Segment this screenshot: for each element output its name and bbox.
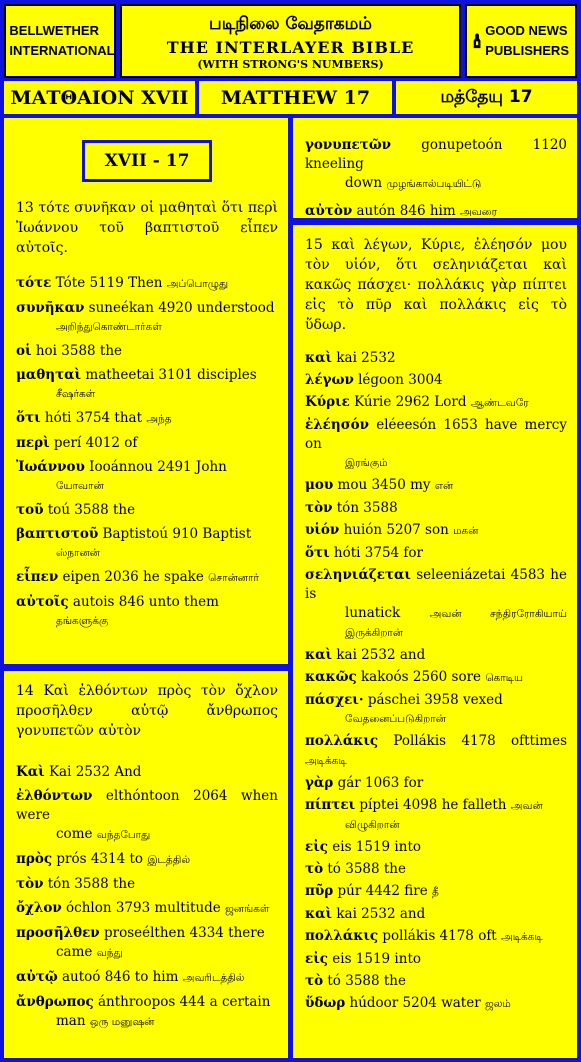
tamil-gloss: அடிக்கடி [501, 931, 543, 943]
greek-word: τὸν [305, 500, 333, 516]
greek-word: πολλάκις [305, 733, 379, 749]
word-gloss: Iooánnou 2491 John [84, 459, 227, 475]
greek-word: οἱ [16, 343, 32, 359]
word-gloss: seleeniázetai 4583 he is [305, 567, 567, 602]
word-gloss: ánthroopos 444 a certain [93, 994, 271, 1010]
word-entry [16, 342, 278, 361]
word-gloss: gár 1063 for [333, 775, 424, 791]
word-entry [305, 972, 567, 991]
greek-word: ὅτι [16, 410, 41, 426]
word-entry [305, 796, 567, 835]
greek-word: πῦρ [305, 883, 334, 899]
word-entry [305, 476, 567, 496]
gloss-continuation: came வந்து [56, 944, 123, 960]
good-news-emblem-icon [473, 20, 481, 62]
tamil-gloss: அவரை [459, 206, 498, 218]
verse-14-word-list [16, 763, 278, 1032]
page-subtitle: (WITH STRONG'S NUMBERS) [197, 58, 384, 71]
word-entry [16, 763, 278, 782]
word-entry [16, 924, 278, 963]
greek-word: καὶ [305, 647, 333, 663]
verse-15-word-list [305, 349, 567, 1014]
word-gloss: mou 3450 my [333, 477, 435, 493]
greek-word: πρὸς [16, 851, 53, 867]
word-entry [305, 416, 567, 473]
word-entry [305, 521, 567, 541]
gloss-continuation: man ஒரு மனுஷன் [56, 1013, 155, 1029]
good-news-logo [465, 4, 577, 78]
bellwether-logo [4, 4, 116, 78]
word-entry [16, 787, 278, 845]
word-entry [16, 875, 278, 894]
word-entry [16, 274, 278, 294]
word-gloss: tón 3588 [332, 500, 398, 516]
word-entry [16, 993, 278, 1032]
word-gloss: húdoor 5204 water [345, 995, 485, 1011]
gloss-continuation: இரங்கும் [345, 457, 388, 469]
word-gloss: kakoós 2560 sore [356, 669, 486, 685]
greek-word: ἄνθρωπος [16, 994, 94, 1010]
word-entry [305, 860, 567, 879]
word-entry [305, 882, 567, 902]
greek-word: καὶ [305, 906, 333, 922]
greek-word: εἰς [305, 951, 328, 967]
word-gloss: óchlon 3793 multitude [61, 900, 226, 916]
word-gloss: Baptistoú 910 Baptist [98, 526, 252, 542]
word-gloss: eléeesón 1653 have mercy on [305, 417, 567, 452]
gloss-continuation: தங்களுக்கு [56, 615, 109, 627]
word-entry [305, 499, 567, 518]
word-gloss: pollákis 4178 oft [378, 928, 502, 944]
word-gloss: hóti 3754 for [329, 545, 423, 561]
good-news-logo-text: GOOD NEWS PUBLISHERS [485, 23, 569, 58]
greek-word: Κύριε [305, 394, 350, 410]
tamil-gloss: அவன் [510, 800, 543, 812]
greek-word: τὸ [305, 861, 324, 877]
tamil-title: படிநிலை வேதாகமம் [209, 14, 372, 34]
greek-word: ὕδωρ [305, 995, 346, 1011]
word-gloss: matheetai 3101 disciples [81, 367, 257, 383]
word-gloss: toú 3588 the [43, 502, 136, 518]
verse-15-text: 15 καὶ λέγων, Κύριε, ἐλέησόν μου τὸν υἱόν, ὅτι σεληνιάζεται καὶ κακῶς πάσχει· πολλάκις γὰρ πίπτει εἰς τὸ πῦρ καὶ πολλάκις εἰς τὸ ὕδωρ. [305, 237, 567, 333]
tamil-gloss: இடத்தில் [147, 854, 191, 866]
word-gloss: autois 846 unto them [68, 594, 219, 610]
word-entry [305, 202, 567, 222]
word-entry [305, 774, 567, 793]
word-entry [16, 593, 278, 631]
verse-13-word-list [16, 274, 278, 631]
word-gloss: tón 3588 the [43, 876, 136, 892]
gloss-continuation: அறிந்துகொண்டார்கள் [56, 321, 162, 333]
word-gloss: perí 4012 of [49, 435, 138, 451]
word-gloss: eis 1519 into [327, 839, 421, 855]
verse-15-panel [293, 225, 577, 1058]
gloss-continuation: யோவான் [56, 480, 104, 492]
word-gloss: hoi 3588 the [31, 343, 123, 359]
word-gloss: Pollákis 4178 ofttimes [378, 733, 567, 749]
word-gloss: eis 1519 into [327, 951, 421, 967]
greek-word: ἐλθόντων [16, 788, 93, 804]
word-entry [305, 905, 567, 924]
word-entry [305, 136, 567, 194]
word-entry [16, 501, 278, 520]
greek-word: γονυπετῶν [305, 137, 392, 153]
word-gloss: kai 2532 and [332, 647, 426, 663]
page-title: THE INTERLAYER BIBLE [166, 38, 415, 57]
verse-14-text: 14 Καὶ ἐλθόντων πρὸς τὸν ὄχλον προσῆλθεν αὐτῷ ἄνθρωπος γονυπετῶν αὐτὸν [16, 683, 278, 739]
greek-word: μου [305, 477, 334, 493]
word-gloss: autoó 846 to him [57, 969, 183, 985]
greek-word: εἶπεν [16, 569, 59, 585]
verse-14-panel [4, 671, 288, 1058]
greek-word: αὐτὸν [305, 203, 353, 219]
word-gloss: prós 4314 to [52, 851, 148, 867]
tamil-gloss: தீ [432, 886, 439, 898]
gloss-continuation: lunatick அவன் சந்திரரோகியாய் இருக்கிறான் [345, 605, 567, 639]
word-gloss: elthóntoon 2064 when were [16, 788, 278, 823]
verse-13-panel [4, 118, 288, 664]
word-entry [305, 838, 567, 857]
greek-word: αὐτοῖς [16, 594, 69, 610]
word-gloss: proseélthen 4334 there [99, 925, 265, 941]
word-entry [16, 299, 278, 337]
greek-word: τότε [16, 275, 52, 291]
word-gloss: píptei 4098 he falleth [355, 797, 511, 813]
greek-word: πολλάκις [305, 928, 379, 944]
gloss-continuation: விழுகிறான் [345, 819, 400, 831]
word-entry [16, 409, 278, 429]
word-gloss: Kai 2532 And [44, 764, 142, 780]
english-book-title: MATTHEW 17 [199, 81, 392, 114]
verse-14-continued-panel [293, 118, 577, 218]
tamil-gloss: ஆண்டவரே [470, 397, 529, 409]
greek-word: καὶ [305, 350, 333, 366]
word-entry [16, 968, 278, 988]
word-entry [16, 899, 278, 919]
word-entry [305, 544, 567, 563]
gloss-continuation: come வந்தபோது [56, 826, 151, 842]
greek-word: μαθηταὶ [16, 367, 82, 383]
greek-word: πάσχει· [305, 692, 364, 708]
word-entry [16, 366, 278, 404]
word-entry [305, 950, 567, 969]
chapter-label: XVII - 17 [82, 140, 212, 182]
greek-word: πίπτει [305, 797, 356, 813]
tamil-book-title: மத்தேயு 17 [396, 81, 577, 114]
tamil-gloss: அந்த [146, 413, 172, 425]
word-entry [16, 434, 278, 453]
word-gloss: huión 5207 son [339, 522, 454, 538]
greek-word: ὄχλον [16, 900, 62, 916]
word-entry [305, 691, 567, 729]
word-entry [16, 525, 278, 563]
word-gloss: autón 846 him [352, 203, 460, 219]
greek-word: εἰς [305, 839, 328, 855]
word-entry [305, 566, 567, 643]
word-entry [305, 732, 567, 771]
greek-word: βαπτιστοῦ [16, 526, 99, 542]
greek-word: γὰρ [305, 775, 334, 791]
word-gloss: gonupetoón 1120 kneeling [305, 137, 567, 172]
word-entry [305, 393, 567, 413]
word-gloss: tó 3588 the [323, 973, 406, 989]
greek-word: συνῆκαν [16, 300, 85, 316]
tamil-gloss: ஜனங்கள் [225, 903, 270, 915]
greek-word: Ἰωάννου [16, 459, 85, 475]
greek-word: σεληνιάζεται [305, 567, 411, 583]
greek-word: κακῶς [305, 669, 357, 685]
word-entry [16, 458, 278, 496]
bellwether-logo-text: BELLWETHER INTERNATIONAL [9, 23, 115, 58]
word-gloss: eipen 2036 he spake [58, 569, 209, 585]
greek-word: ἐλέησόν [305, 417, 370, 433]
greek-book-title: ΜΑΤΘΑΙΟΝ XVII [4, 81, 195, 114]
word-gloss: hóti 3754 that [40, 410, 147, 426]
greek-word: υἱόν [305, 522, 340, 538]
greek-word: λέγων [305, 372, 354, 388]
word-entry [305, 371, 567, 390]
word-entry [16, 850, 278, 870]
word-gloss: légoon 3004 [353, 372, 443, 388]
tamil-gloss: அப்பொழுது [166, 278, 229, 290]
word-gloss: suneékan 4920 understood [84, 300, 275, 316]
tamil-gloss: ஜலம் [484, 998, 511, 1010]
tamil-gloss: கொடிய [485, 672, 524, 684]
greek-word: περὶ [16, 435, 50, 451]
word-entry [305, 646, 567, 665]
tamil-gloss: என் [434, 480, 454, 492]
title-block [120, 4, 461, 78]
greek-word: προσῆλθεν [16, 925, 100, 941]
verse-14-continued-word-list [305, 136, 567, 222]
verse-13-text: 13 τότε συνῆκαν οἱ μαθηταὶ ὅτι περὶ Ἰωάννου τοῦ βαπτιστοῦ εἶπεν αὐτοῖς. [16, 200, 278, 256]
word-entry [305, 349, 567, 368]
greek-word: τοῦ [16, 502, 44, 518]
tamil-gloss: மகன் [453, 525, 479, 537]
tamil-gloss: அடிக்கடி [305, 755, 347, 767]
tamil-gloss: அவரிடத்தில் [182, 972, 245, 984]
gloss-continuation: சீஷர்கள் [56, 388, 96, 400]
word-gloss: Tóte 5119 Then [51, 275, 167, 291]
word-entry [16, 568, 278, 588]
word-entry [305, 927, 567, 947]
greek-word: αὐτῷ [16, 969, 58, 985]
tamil-gloss: சொன்னார் [208, 572, 259, 584]
word-entry [305, 668, 567, 688]
gloss-continuation: ஸ்நானன் [56, 547, 100, 559]
gloss-continuation: வேதனைப்படுகிறான் [345, 713, 446, 725]
word-gloss: Kúrie 2962 Lord [349, 394, 471, 410]
gloss-continuation: down முழங்கால்படியிட்டு [345, 175, 482, 191]
word-gloss: tó 3588 the [323, 861, 406, 877]
word-gloss: páschei 3958 vexed [363, 692, 503, 708]
greek-word: Καὶ [16, 764, 45, 780]
greek-word: ὅτι [305, 545, 330, 561]
word-gloss: kai 2532 [332, 350, 396, 366]
word-gloss: púr 4442 fire [333, 883, 432, 899]
greek-word: τὸ [305, 973, 324, 989]
greek-word: τὸν [16, 876, 44, 892]
word-entry [305, 994, 567, 1014]
word-gloss: kai 2532 and [332, 906, 426, 922]
